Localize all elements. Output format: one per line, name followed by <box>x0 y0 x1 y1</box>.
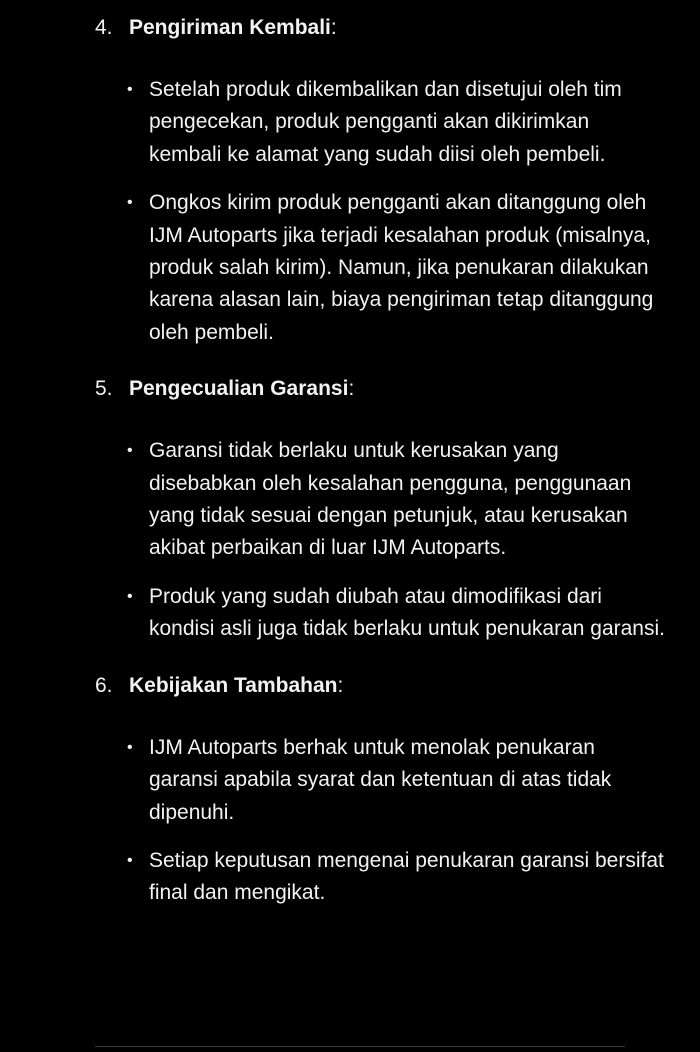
bullet-text: Ongkos kirim produk pengganti akan ditanggung oleh IJM Autoparts jika terjadi kesalahan produk (misalnya, produk salah kirim). Namun, jika penukaran dilakukan karena alasan lain, biaya pengiriman tetap ditanggung oleh pembeli. <box>149 191 654 344</box>
section-header <box>95 373 665 405</box>
section-title: Pengiriman Kembali <box>129 16 331 39</box>
section-header <box>95 670 665 702</box>
bullet-dot: • <box>127 442 133 460</box>
bullet-text: Garansi tidak berlaku untuk kerusakan yang disebabkan oleh kesalahan pengguna, penggunaan yang tidak sesuai dengan petunjuk, atau kerusakan akibat perbaikan di luar IJM Autoparts. <box>149 439 632 560</box>
list-item <box>95 732 665 829</box>
section-6 <box>95 670 665 910</box>
list-item <box>95 845 665 910</box>
section-4 <box>95 12 665 349</box>
bullet-dot: • <box>127 194 133 212</box>
list-item <box>95 74 665 171</box>
bullet-dot: • <box>127 587 133 605</box>
section-colon: : <box>337 673 344 697</box>
bullet-text: Produk yang sudah diubah atau dimodifikasi dari kondisi asli juga tidak berlaku untuk penukaran garansi. <box>149 584 665 641</box>
section-number: 4. <box>95 16 113 39</box>
list-item <box>95 435 665 565</box>
bullet-list <box>95 74 665 349</box>
bullet-dot: • <box>127 81 133 98</box>
list-item <box>95 581 665 646</box>
divider <box>95 1046 625 1047</box>
section-title: Kebijakan Tambahan <box>129 673 338 697</box>
section-number: 6. <box>95 673 113 697</box>
section-number: 5. <box>95 377 113 401</box>
bullet-list <box>95 435 665 645</box>
bullet-dot: • <box>127 851 133 869</box>
section-colon: : <box>348 377 355 401</box>
bullet-text: Setiap keputusan mengenai penukaran garansi bersifat final dan mengikat. <box>149 848 664 905</box>
section-colon: : <box>330 16 337 39</box>
bullet-list <box>95 732 665 910</box>
section-5 <box>95 373 665 645</box>
bullet-dot: • <box>127 738 133 756</box>
section-header <box>95 12 665 44</box>
bullet-text: Setelah produk dikembalikan dan disetujui oleh tim pengecekan, produk pengganti akan dikirimkan kembali ke alamat yang sudah diisi oleh pembeli. <box>149 78 622 166</box>
section-title: Pengecualian Garansi <box>129 377 349 401</box>
list-item <box>95 187 665 349</box>
bullet-text: IJM Autoparts berhak untuk menolak penukaran garansi apabila syarat dan ketentuan di atas tidak dipenuhi. <box>149 735 612 824</box>
